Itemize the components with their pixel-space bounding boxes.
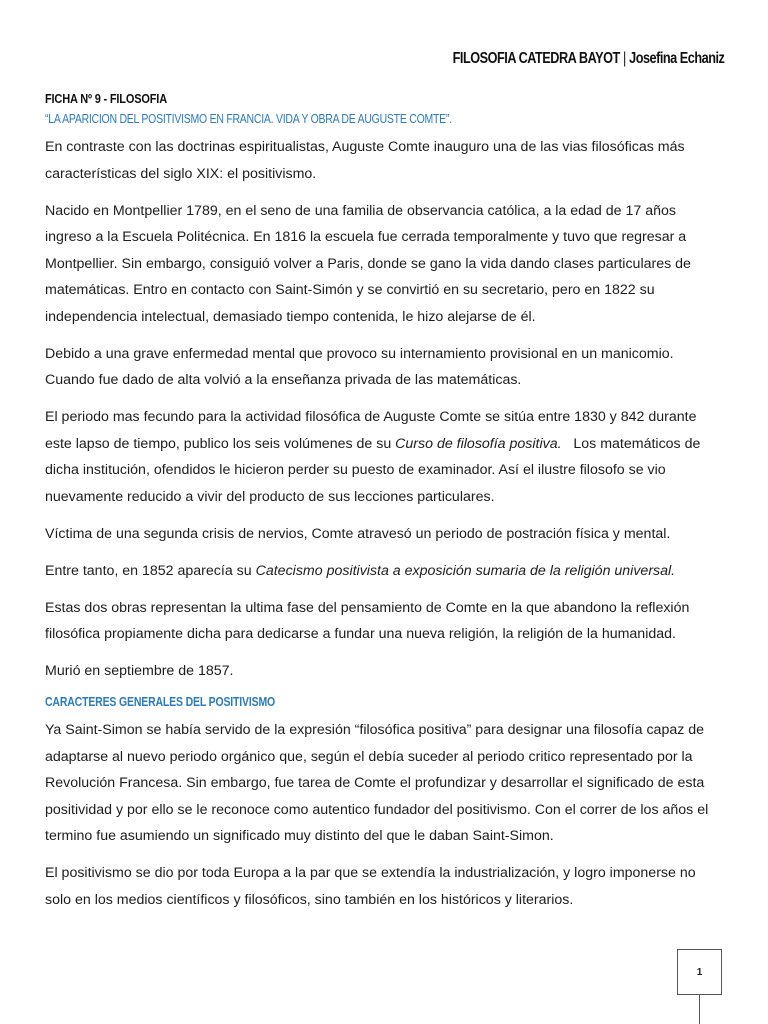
page-header	[452, 50, 724, 68]
paragraph-6	[45, 558, 725, 585]
page-number-box	[677, 949, 722, 995]
header-course: FILOSOFIA CATEDRA BAYOT	[452, 50, 620, 67]
section-paragraph-1: Ya Saint-Simon se había servido de la expresión “filosófica positiva” para designar una filosofía capaz de adaptarse al nuevo periodo orgánico que, según el debía suceder al periodo critico representado por la Revolución Francesa. Sin embargo, fue tarea de Comte el profundizar y desarrollar el significado de esta positividad y por ello se le reconoce como autentico fundador del positivismo. Con el correr de los años el termino fue asumiendo un significado muy distinto del que le daban Saint-Simon.	[45, 722, 709, 844]
book-title-catecismo: Catecismo positivista a exposición sumaria de la religión universal.	[255, 562, 676, 579]
section-heading: CARACTERES GENERALES DEL POSITIVISMO	[45, 695, 276, 709]
section-paragraph-2: El positivismo se dio por toda Europa a la par que se extendía la industrialización, y logro imponerse no solo en los medios científicos y filosóficos, sino también en los históricos y literarios.	[45, 865, 696, 908]
header-separator: |	[622, 50, 626, 67]
paragraph-8: Murió en septiembre de 1857.	[45, 663, 234, 679]
paragraph-5: Víctima de una segunda crisis de nervios, Comte atravesó un periodo de postración física y mental.	[45, 525, 671, 542]
book-title-curso: Curso de filosofía positiva.	[395, 435, 562, 452]
paragraph-4-text-b: Los matemáticos de dicha institución, ofendidos le hicieron perder su puesto de examinador. Así el ilustre filosofo se vio nuevamente reducido a vivir del producto de sus lecciones particulares.	[45, 435, 705, 505]
paragraph-4-text-a: El periodo mas fecundo para la actividad filosófica de Auguste Comte se sitúa entre 1830 y 842 durante este lapso de tiempo, publico los seis volúmenes de su	[45, 409, 697, 452]
ficha-title: FICHA Nº 9 - FILOSOFIA	[45, 92, 167, 106]
page-number-line	[699, 994, 700, 1024]
document-body	[45, 92, 725, 924]
paragraph-2: Nacido en Montpellier 1789, en el seno de una familia de observancia católica, a la edad de 17 años ingreso a la Escuela Politécnica. En 1816 la escuela fue cerrada temporalmente y tuvo que regresar a Montpellier. Sin embargo, consiguió volver a Paris, donde se gano la vida dando clases particulares de matemáticas. Entro en contacto con Saint-Simón y se convirtió en su secretario, pero en 1822 su independencia intelectual, demasiado tiempo contenida, le hizo alejarse de él.	[45, 202, 691, 325]
page-number: 1	[696, 966, 703, 978]
paragraph-7: Estas dos obras representan la ultima fase del pensamiento de Comte en la que abandono la reflexión filosófica propiamente dicha para dedicarse a fundar una nueva religión, la religión de la humanidad.	[45, 599, 690, 642]
paragraph-4	[45, 404, 725, 510]
header-author: Josefina Echaniz	[628, 50, 724, 67]
document-title: “LA APARICION DEL POSITIVISMO EN FRANCIA. VIDA Y OBRA DE AUGUSTE COMTE”.	[45, 112, 452, 126]
paragraph-1: En contraste con las doctrinas espiritualistas, Auguste Comte inauguro una de las vias filosóficas más características del siglo XIX: el positivismo.	[45, 139, 685, 182]
paragraph-6-text-a: Entre tanto, en 1852 aparecía su	[45, 562, 256, 579]
paragraph-3: Debido a una grave enfermedad mental que provoco su internamiento provisional en un manicomio. Cuando fue dado de alta volvió a la enseñanza privada de las matemáticas.	[45, 345, 674, 388]
